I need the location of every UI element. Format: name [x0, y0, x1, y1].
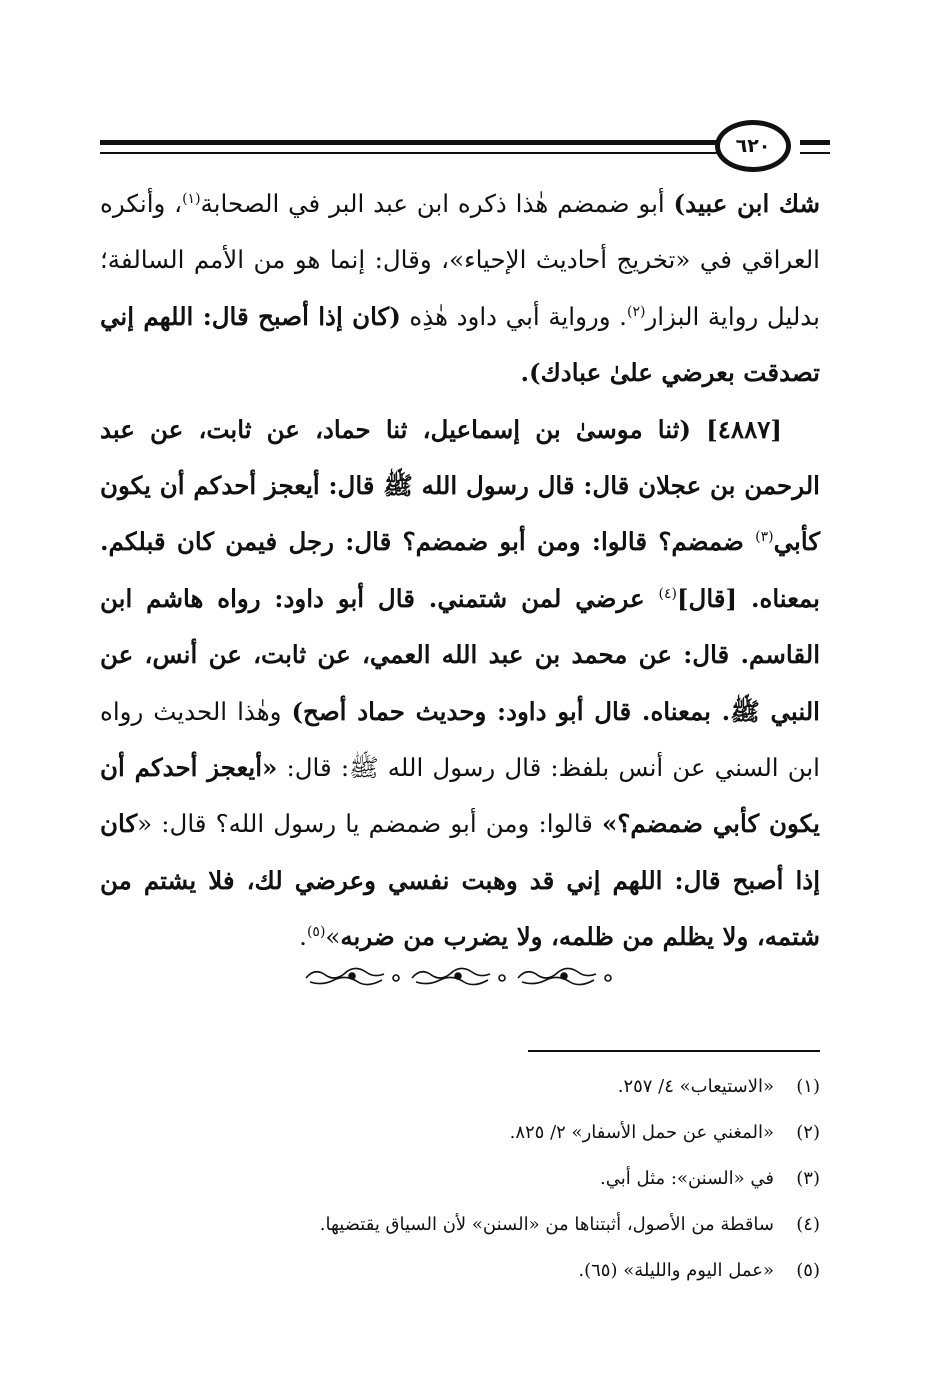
- footnote-text: ساقطة من الأصول، أثبتناها من «السنن» لأن السياق يقتضيها.: [319, 1214, 774, 1235]
- footnote-text: «عمل اليوم والليلة» (٦٥).: [578, 1260, 774, 1281]
- footnote-marker: (٥): [306, 924, 326, 941]
- footnote-item: [100, 1156, 820, 1202]
- footnote-item: [100, 1202, 820, 1248]
- text-run: أبو ضمضم هٰذا ذكره ابن عبد البر في الصحابة: [200, 189, 674, 218]
- footnote-separator: [528, 1050, 820, 1052]
- paragraph-2: [100, 402, 820, 966]
- footnote-marker: (٣): [755, 529, 774, 546]
- footnote-marker: (١): [182, 190, 201, 207]
- bold-text: عرضي لمن شتمني. قال أبو داود: رواه هاشم ابن القاسم. قال: عن محمد بن عبد الله العمي، عن ثابت، عن أنس، عن النبي ﷺ. بمعناه. قال أبو داود: وحديث حماد أصح): [100, 583, 820, 726]
- footnote-item: [100, 1248, 820, 1294]
- section-ornament-icon: [300, 962, 618, 990]
- bold-quote: «أيعجز أحدكم أن يكون كأبي ضمضم؟»: [100, 753, 821, 839]
- text-run: »: [325, 922, 341, 952]
- footnote-number: (٥): [796, 1260, 820, 1281]
- header-rule-right-thin: [800, 152, 830, 154]
- bold-text: (ثنا موسىٰ بن إسماعيل، ثنا حماد، عن ثابت، عن عبد الرحمن بن عجلان قال: قال رسول الله ﷺ قال: أيعجز أحدكم أن يكون كأبي: [100, 414, 820, 557]
- paragraph-1: [100, 176, 820, 402]
- text-run: وهٰذا الحديث رواه ابن السني عن أنس بلفظ: قال رسول الله ﷺ: قال:: [100, 696, 820, 783]
- footnote-number: (٣): [796, 1168, 820, 1189]
- text-run: قالوا: ومن أبو ضمضم يا رسول الله؟ قال: «: [137, 809, 603, 839]
- bold-text: (كان إذا أصبح قال: اللهم إني تصدقت بعرضي علىٰ عبادك).: [100, 301, 820, 388]
- footnote-text: في «السنن»: مثل أبي.: [600, 1168, 774, 1189]
- page-number: ٦٢٠: [715, 120, 791, 172]
- footnotes: [100, 1064, 820, 1294]
- footnote-item: [100, 1110, 820, 1156]
- text-run: .: [299, 922, 307, 952]
- header-rule-right-thick: [800, 140, 830, 145]
- hadith-number: [٤٨٨٧]: [706, 414, 782, 444]
- text-run: . ورواية أبي داود هٰذِه: [400, 301, 627, 331]
- footnote-number: (١): [796, 1076, 820, 1097]
- footnote-number: (٤): [796, 1214, 820, 1235]
- bold-text: ضمضم؟ قالوا: ومن أبو ضمضم؟ قال: رجل فيمن كان قبلكم. بمعناه. [قال]: [100, 527, 820, 613]
- footnote-marker: (٢): [626, 303, 646, 320]
- bold-text: شك ابن عبيد): [673, 189, 820, 218]
- footnote-number: (٢): [796, 1122, 820, 1143]
- header-rule-thin: [100, 152, 725, 154]
- main-text: [100, 176, 820, 966]
- footnote-text: «المغني عن حمل الأسفار» ٢/ ٨٢٥.: [509, 1122, 774, 1143]
- bold-quote: كان إذا أصبح قال: اللهم إني قد وهبت نفسي وعرضي لك، فلا يشتم من شتمه، ولا يظلم من ظلمه، ولا يضرب من ضربه: [100, 809, 820, 952]
- page-header: [100, 118, 830, 178]
- footnote-marker: (٤): [658, 585, 677, 602]
- text-run: ، وأنكره العراقي في «تخريج أحاديث الإحياء»، وقال: إنما هو من الأمم السالفة؛ بدليل رواية البزار: [100, 189, 820, 331]
- footnote-text: «الاستيعاب» ٤/ ٢٥٧.: [617, 1076, 774, 1097]
- footnote-item: [100, 1064, 820, 1110]
- header-rule-thick: [100, 140, 725, 145]
